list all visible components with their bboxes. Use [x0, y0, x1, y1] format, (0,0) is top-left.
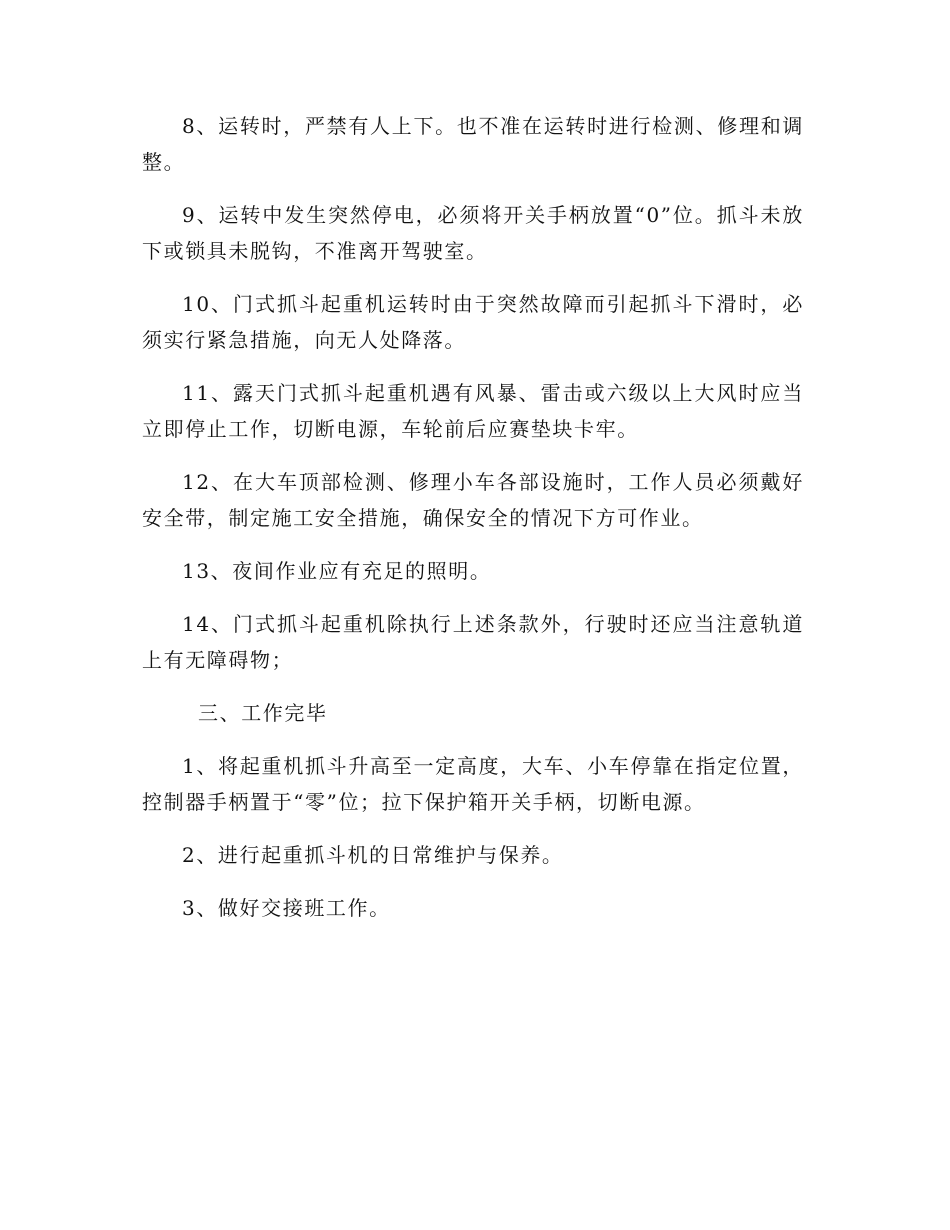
paragraph-item-10: 10、门式抓斗起重机运转时由于突然故障而引起抓斗下滑时，必须实行紧急措施，向无人处降落。	[142, 292, 804, 352]
section-paragraph-3: 3、做好交接班工作。	[182, 896, 391, 920]
section-paragraph-2: 2、进行起重抓斗机的日常维护与保养。	[182, 843, 564, 867]
paragraph-item-8: 8、运转时，严禁有人上下。也不准在运转时进行检测、修理和调整。	[142, 114, 804, 174]
paragraph-item-14: 14、门式抓斗起重机除执行上述条款外，行驶时还应当注意轨道上有无障碍物；	[142, 612, 804, 672]
paragraph-item-12: 12、在大车顶部检测、修理小车各部设施时，工作人员必须戴好安全带，制定施工安全措施，确保安全的情况下方可作业。	[142, 470, 804, 530]
paragraph-item-11: 11、露天门式抓斗起重机遇有风暴、雷击或六级以上大风时应当立即停止工作，切断电源，车轮前后应赛垫块卡牢。	[142, 381, 804, 441]
document-body	[142, 108, 804, 943]
paragraph-item-9: 9、运转中发生突然停电，必须将开关手柄放置“0”位。抓斗未放下或锁具未脱钩，不准离开驾驶室。	[142, 203, 804, 263]
section-paragraph-1: 1、将起重机抓斗升高至一定高度，大车、小车停靠在指定位置，控制器手柄置于“零”位；拉下保护箱开关手柄，切断电源。	[142, 754, 804, 814]
paragraph-item-13: 13、夜间作业应有充足的照明。	[182, 559, 492, 583]
section-heading-work-complete: 三、工作完毕	[198, 701, 328, 725]
